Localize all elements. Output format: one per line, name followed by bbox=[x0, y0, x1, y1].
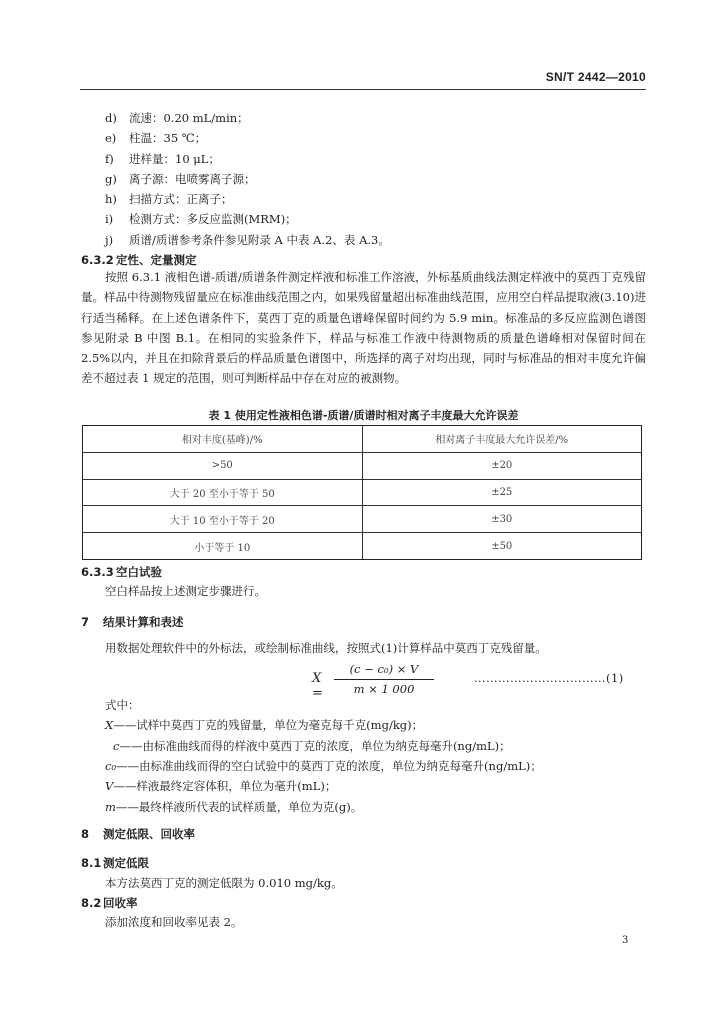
definition-item bbox=[113, 738, 511, 754]
definition-text: ——样液最终定容体积，单位为毫升(mL)； bbox=[113, 779, 337, 793]
table-caption: 表 1 使用定性液相色谱-质谱/质谱时相对离子丰度最大允许误差 bbox=[208, 409, 519, 422]
standard-code: SN/T 2442—2010 bbox=[545, 70, 646, 84]
list-item-text: 进样量：10 μL； bbox=[129, 152, 220, 166]
section-number: 6.3.2 bbox=[81, 253, 114, 267]
list-item bbox=[105, 171, 256, 187]
table-header-row bbox=[83, 426, 642, 453]
list-item-label: g) bbox=[105, 172, 117, 186]
paragraph-7: 用数据处理软件中的外标法，或绘制标准曲线，按照式(1)计算样品中莫西丁克残留量。 bbox=[105, 641, 547, 655]
definition-item bbox=[105, 758, 542, 774]
list-item-text: 离子源：电喷雾离子源； bbox=[129, 172, 256, 186]
fraction-bar bbox=[334, 679, 434, 680]
list-item bbox=[105, 151, 220, 167]
section-title: 结果计算和表述 bbox=[103, 615, 184, 629]
where-label: 式中： bbox=[105, 698, 140, 712]
section-title: 定性、定量测定 bbox=[116, 253, 197, 267]
table-cell: ±50 bbox=[362, 533, 642, 560]
list-item-label: f) bbox=[105, 152, 114, 166]
section-heading-7 bbox=[81, 614, 184, 630]
section-heading-8 bbox=[81, 826, 195, 842]
list-item-label: d) bbox=[105, 111, 117, 125]
section-number: 8 bbox=[81, 827, 90, 841]
equation-number: ……………………………(1) bbox=[474, 671, 624, 685]
list-item-text: 检测方式：多反应监测(MRM)； bbox=[129, 212, 297, 226]
list-item-label: i) bbox=[105, 212, 114, 226]
list-item-label: j) bbox=[105, 233, 114, 247]
table-cell: >50 bbox=[83, 452, 363, 479]
section-title: 回收率 bbox=[103, 896, 138, 910]
section-heading-8-1 bbox=[81, 855, 149, 871]
definition-symbol: m bbox=[105, 800, 116, 814]
table-1 bbox=[82, 425, 642, 560]
section-heading-6-3-3 bbox=[81, 564, 162, 580]
section-title: 空白试验 bbox=[116, 565, 162, 579]
formula-lhs: X = bbox=[312, 671, 323, 701]
list-item bbox=[105, 110, 249, 126]
definition-item bbox=[105, 778, 336, 794]
list-item-label: h) bbox=[105, 192, 117, 206]
paragraph-6-3-2: 按照 6.3.1 液相色谱-质谱/质谱条件测定样液和标准工作溶液，外标基质曲线法测定样液中的莫西丁克残留量。样品中待测物残留量应在标准曲线范围之内，如果残留量超出标准曲线范围，应用空白样品提取液(3.10)进行适当稀释。在上述色谱条件下，莫西丁克的质量色谱峰保留时间约为 5.9 min。标准品的多反应监测色谱图参见附录 B 中图 B.1。在相同的实验条件下，样品与标准工作液中待测物质的质量色谱峰相对保留时间在 2.5%以内，并且在扣除背景后的样品质量色谱图中，所选择的离子对均出现，同时与标准品的相对丰度允许偏差不超过表 1 规定的范围，则可判断样品中存在对应的被测物。 bbox=[81, 270, 646, 386]
table-row bbox=[83, 479, 642, 506]
definition-symbol: c bbox=[113, 739, 120, 753]
table-row bbox=[83, 506, 642, 533]
definition-symbol: V bbox=[105, 779, 114, 793]
section-number: 6.3.3 bbox=[81, 565, 114, 579]
list-item bbox=[105, 191, 233, 207]
section-heading-8-2 bbox=[81, 895, 138, 911]
section-title: 测定低限、回收率 bbox=[103, 827, 195, 841]
definition-text: ——试样中莫西丁克的残留量，单位为毫克每千克(mg/kg)； bbox=[113, 718, 424, 732]
section-number: 7 bbox=[81, 615, 90, 629]
list-item-text: 扫描方式：正离子； bbox=[129, 192, 233, 206]
definition-symbol: X bbox=[105, 718, 114, 732]
definition-item bbox=[105, 799, 362, 815]
list-item-text: 柱温：35 ℃； bbox=[129, 131, 207, 145]
section-heading-6-3-2 bbox=[81, 252, 197, 268]
formula-fraction bbox=[334, 662, 434, 696]
list-item bbox=[105, 130, 206, 146]
header-divider bbox=[80, 89, 646, 90]
definition-text: ——由标准曲线而得的空白试验中的莫西丁克的浓度，单位为纳克每毫升(ng/mL)； bbox=[116, 759, 542, 773]
table-cell: 大于 20 至小于等于 50 bbox=[83, 479, 363, 506]
table-cell: 小于等于 10 bbox=[83, 533, 363, 560]
list-item-text: 质谱/质谱参考条件参见附录 A 中表 A.2、表 A.3。 bbox=[129, 233, 390, 247]
definition-symbol: c₀ bbox=[105, 759, 117, 773]
section-number: 8.2 bbox=[81, 896, 102, 910]
section-title: 测定低限 bbox=[103, 856, 149, 870]
definition-text: ——由标准曲线而得的样液中莫西丁克的浓度，单位为纳克每毫升(ng/mL)； bbox=[119, 739, 511, 753]
list-item-label: e) bbox=[105, 131, 117, 145]
table-cell: ±30 bbox=[362, 506, 642, 533]
table-cell: ±20 bbox=[362, 452, 642, 479]
list-item bbox=[105, 211, 297, 227]
definition-item bbox=[105, 717, 423, 733]
table-cell: 大于 10 至小于等于 20 bbox=[83, 506, 363, 533]
paragraph-8-2: 添加浓度和回收率见表 2。 bbox=[105, 915, 243, 929]
list-item-text: 流速：0.20 mL/min； bbox=[129, 111, 249, 125]
formula-denominator: m × 1 000 bbox=[353, 682, 415, 696]
section-number: 8.1 bbox=[81, 856, 102, 870]
formula-numerator: (c − c₀) × V bbox=[349, 662, 419, 676]
paragraph-8-1: 本方法莫西丁克的测定低限为 0.010 mg/kg。 bbox=[105, 876, 343, 890]
definition-text: ——最终样液所代表的试样质量，单位为克(g)。 bbox=[115, 800, 363, 814]
list-item bbox=[105, 232, 390, 248]
page-number: 3 bbox=[622, 935, 629, 946]
table-header-cell: 相对离子丰度最大允许误差/% bbox=[362, 426, 642, 453]
table-cell: ±25 bbox=[362, 479, 642, 506]
table-header-cell: 相对丰度(基峰)/% bbox=[83, 426, 363, 453]
table-row bbox=[83, 452, 642, 479]
paragraph-6-3-3: 空白样品按上述测定步骤进行。 bbox=[105, 584, 266, 598]
table-row bbox=[83, 533, 642, 560]
